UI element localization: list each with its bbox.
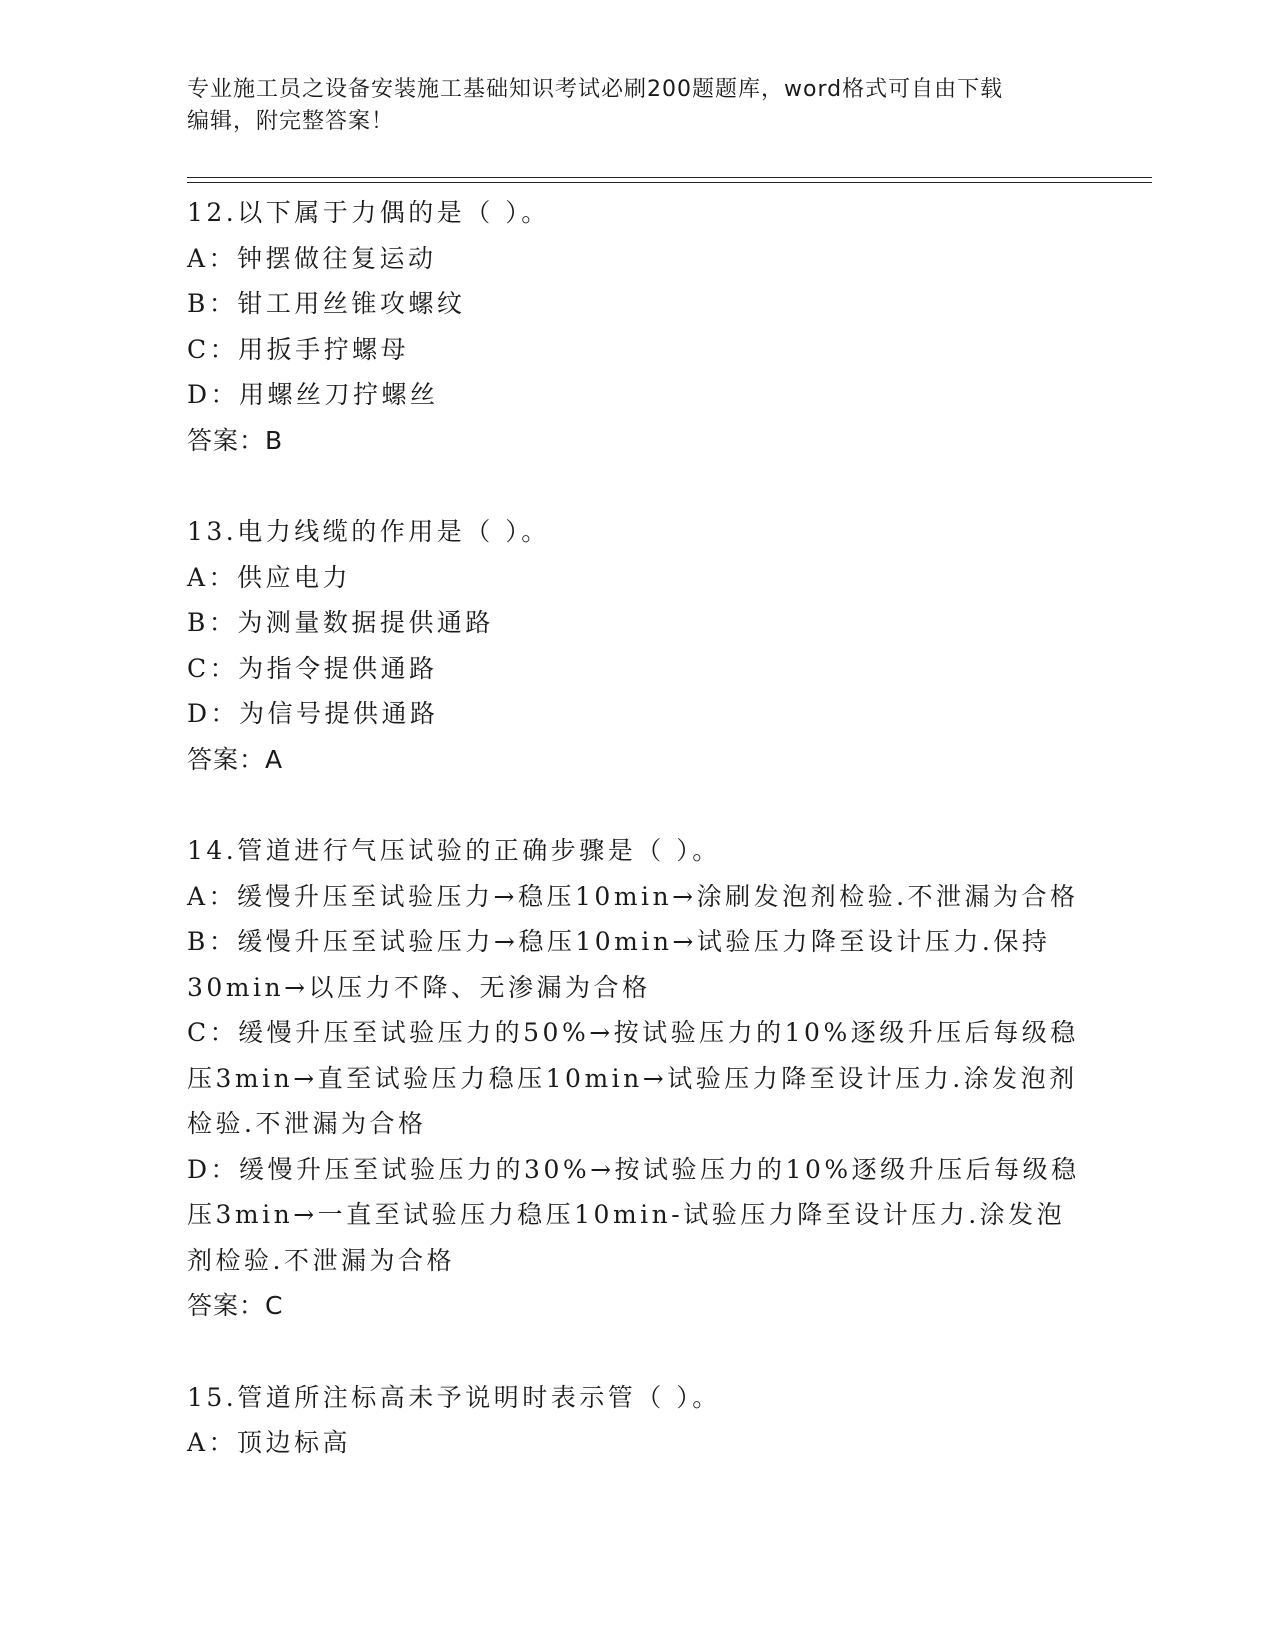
option-a: A：供应电力	[187, 562, 352, 592]
option-a: A：顶边标高	[187, 1428, 352, 1457]
question-15	[187, 1375, 1087, 1466]
option-d: D：为信号提供通路	[187, 699, 439, 728]
question-13	[187, 509, 1087, 782]
question-stem: 14.管道进行气压试验的正确步骤是（ ）。	[187, 836, 721, 865]
question-stem: 12.以下属于力偶的是（ ）。	[187, 198, 550, 227]
option-c: C：为指令提供通路	[187, 653, 438, 683]
question-12	[187, 190, 1087, 463]
option-c: C：缓慢升压至试验压力的50%→按试验压力的10%逐级升压后每级稳压3min→直至试验压力稳压10min→试验压力降至设计压力.涂发泡剂检验.不泄漏为合格	[187, 1018, 1079, 1138]
answer-label: 答案：C	[187, 1291, 284, 1320]
option-b: B：缓慢升压至试验压力→稳压10min→试验压力降至设计压力.保持30min→以压力不降、无渗漏为合格	[187, 927, 1051, 1002]
question-stem: 13.电力线缆的作用是（ ）。	[187, 517, 550, 546]
option-a: A：钟摆做往复运动	[187, 243, 437, 273]
answer-label: 答案：A	[187, 744, 284, 774]
header-divider-bottom	[187, 182, 1152, 183]
document-header	[187, 74, 1067, 138]
header-title-line2: 编辑，附完整答案！	[187, 109, 395, 134]
answer-label: 答案：B	[187, 425, 284, 455]
header-title-line1: 专业施工员之设备安装施工基础知识考试必刷200题题库，word格式可自由下载	[187, 77, 1004, 102]
question-14	[187, 828, 1087, 1329]
option-b: B：为测量数据提供通路	[187, 608, 494, 637]
option-d: D：缓慢升压至试验压力的30%→按试验压力的10%逐级升压后每级稳压3min→一直至试验压力稳压10min-试验压力降至设计压力.涂发泡剂检验.不泄漏为合格	[187, 1154, 1080, 1275]
option-b: B：钳工用丝锥攻螺纹	[187, 289, 466, 318]
question-stem: 15.管道所注标高未予说明时表示管（ ）。	[187, 1382, 721, 1412]
option-a: A：缓慢升压至试验压力→稳压10min→涂刷发泡剂检验.不泄漏为合格	[187, 881, 1079, 911]
option-d: D：用螺丝刀拧螺丝	[187, 380, 439, 409]
header-divider-top	[187, 177, 1152, 178]
question-list	[187, 190, 1087, 1512]
option-c: C：用扳手拧螺母	[187, 334, 410, 364]
